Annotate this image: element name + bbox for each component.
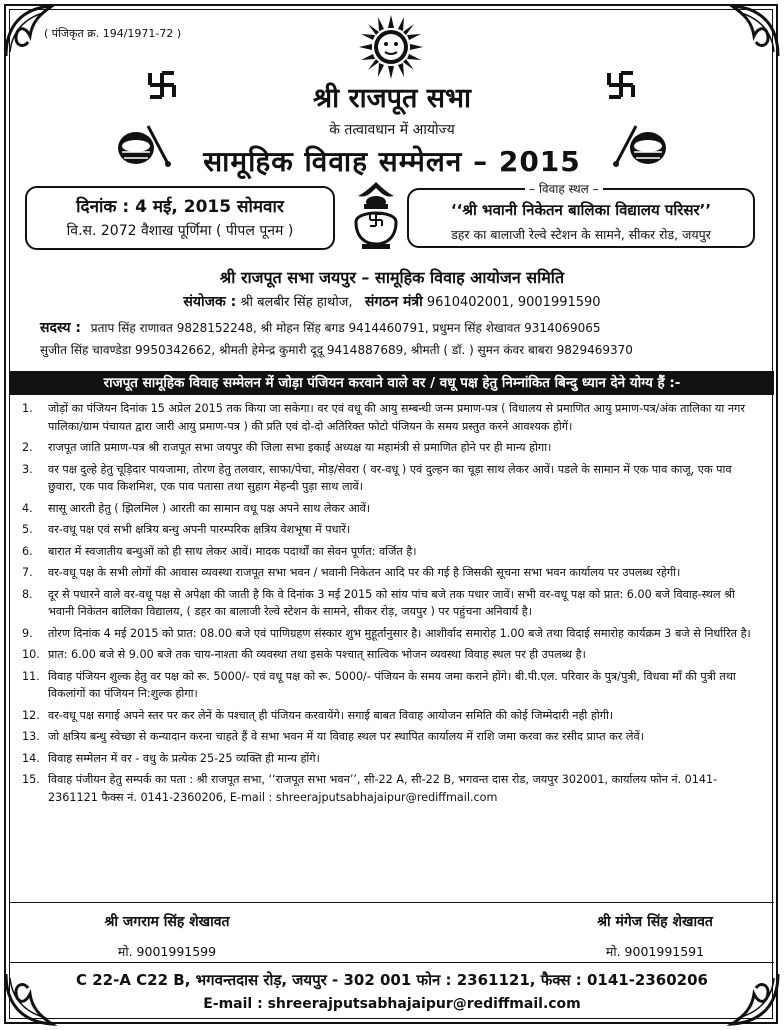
footer-email: E-mail : shreerajputsabhajaipur@rediffmail.com [203,996,581,1012]
rule-number: 7. [22,566,33,579]
registration-number: ( पंजिकृत क्र. 194/1971-72 ) [44,27,182,40]
rule-number: 8. [22,587,33,601]
venue-name: ‘‘श्री भवानी निकेतन बालिका विद्यालय परिसर’’ [450,201,712,219]
members-list-1: प्रताप सिंह राणावत 9828152248, श्री मोहन सिंह बगड 9414460791, प्रधुमन सिंह शेखावत 9314069065 [90,321,601,335]
rule-item [22,646,762,664]
rule-number: 4. [22,501,33,515]
rule-item [22,543,762,561]
rule-item [22,439,762,457]
signatory-name: श्री जगराम सिंह शेखावत [104,914,230,930]
rule-number: 10. [22,648,40,661]
signatory-left [72,912,262,960]
rule-text: सासू आरती हेतु ( झिलमिल ) आरती का सामान वधू पक्ष अपने साथ लेकर आवें। [48,501,371,515]
rule-number: 11. [22,669,40,683]
sun-emblem-icon [358,14,424,80]
signatory-name: श्री मंगेज सिंह शेखावत [597,914,713,930]
corner-ornament-icon [718,2,782,60]
rule-text: राजपूत जाति प्रमाण-पत्र श्री राजपूत सभा जयपुर की जिला सभा इकाई अध्यक्ष या महामंत्री से प्रमाणित होने पर ही मान्य होगा। [48,441,552,454]
rule-item [22,771,762,806]
secretary-phone: 9610402001, 9001991590 [426,295,601,310]
kalash-icon [348,180,404,252]
organisation-title: श्री राजपूत सभा [313,83,471,114]
members-label: सदस्य : [40,320,81,336]
rule-number: 6. [22,544,33,558]
rule-text: विवाह पंजीयन हेतु सम्पर्क का पता : श्री राजपूत सभा, ‘‘राजपूत सभा भवन’’, सी-22 A, सी-22 B, भगवन्त दास रोड, जयपुर 302001, कार्यालय फोन नं. 0141-2361121 फैक्स नं. 0141-2360206, E-mail : shreerajputsabhajaipur@rediffmail.com [48,773,718,804]
rule-text: जोड़ों का पंजियन दिनांक 15 अप्रेल 2015 तक किया जा सकेगा। वर एवं वधू की आयु सम्बन्धी जन्म प्रमाण-पत्र ( विधालय से प्रमाणित आयु प्रमाण-पत्र/अंक तालिका या नगर पालिका/ग्राम पंचायत द्वारा जारी आयु प्रमाण-पत्र ) की प्रति एवं दो-दो अतिरिक्त फोटो पंजियन के समय प्रस्तुत करने आवश्यक होगें। [48,402,745,433]
rule-number: 1. [22,402,33,415]
subtitle: के तत्वावधान में आयोज्य [329,122,455,138]
convener-name: श्री बलबीर सिंह हाथोज, [240,295,353,310]
rule-item [22,750,762,768]
rule-text: वर-वधू पक्ष एवं सभी क्षत्रिय बन्धु अपनी पारम्परिक क्षत्रिय वेशभूषा में पधारें। [48,523,351,536]
rule-number: 14. [22,751,40,765]
event-hindu-date: वि.स. 2072 वैशाख पूर्णिमा ( पीपल पूनम ) [66,223,294,239]
rule-item [22,521,762,539]
footer-address: C 22-A C22 B, भगवन्तदास रोड़, जयपुर - 302 001 फोन : 2361121, फैक्स : 0141-2360206 [76,971,708,989]
venue-box [407,188,755,248]
secretary-label: संगठन मंत्री [364,294,423,310]
rule-item [22,728,762,746]
rule-text: प्रात: 6.00 बजे से 9.00 बजे तक चाय-नाश्ता की व्यवस्था तथा इसके पश्चात् सात्विक भोजन व्यवस्था विवाह स्थल पर ही उपलब्ध है। [48,648,586,661]
rule-text: तोरण दिनांक 4 मई 2015 को प्रात: 08.00 बजे एवं पाणिग्रहण संस्कार शुभ मुहूर्तानुसार है। आशीर्वाद समारोह 1.00 बजे तथा विदाई समारोह कार्यक्रम 3 बजे से निर्धारित है। [48,626,751,640]
rule-number: 9. [22,626,33,640]
members-list-2: सुजीत सिंह चावण्डेडा 9950342662, श्रीमती हेमेन्द्र कुमारी दूदू 9414887689, श्रीमती ( डॉ. ) सुमन कंवर बाबरा 9829469370 [40,343,633,357]
rule-item [22,586,762,621]
convener-line [0,292,784,311]
rule-number: 5. [22,523,33,536]
rule-number: 15. [22,773,40,786]
committee-title: श्री राजपूत सभा जयपुर – सामूहिक विवाह आयोजन समिति [219,268,565,287]
convener-label: संयोजक : [183,294,237,310]
signatory-phone: मो. 9001991599 [117,944,217,959]
date-box [25,186,335,250]
rule-text: विवाह सम्मेलन में वर - वधु के प्रत्येक 25-25 व्यक्ति ही मान्य होंगे। [48,751,320,765]
rule-item [22,500,762,518]
signatory-right [560,912,750,960]
rule-item [22,564,762,582]
members-line-1 [40,318,600,337]
signatory-phone: मो. 9001991591 [605,944,705,959]
instructions-banner: राजपूत सामूहिक विवाह सम्मेलन में जोड़ा पंजियन करवाने वाले वर / वधू पक्ष हेतु निम्नांकित बिन्दु ध्यान देने योग्य हैं :- [10,371,774,395]
rule-text: बारात में स्वजातीय बन्धुओं को ही साथ लेकर आवें। मादक पदार्थों का सेवन पूर्णत: वर्जित है। [48,544,417,558]
divider [10,962,774,963]
rule-number: 2. [22,441,33,454]
venue-address: डहर का बालाजी रेल्वे स्टेशन के सामने, सीकर रोड, जयपुर [451,227,711,242]
rule-number: 3. [22,462,33,476]
rule-text: वर-वधू पक्ष सगाई अपने स्तर पर कर लेनें के पश्चात् ही पंजियन करवायेंगे। सगाई बाबत विवाह आयोजन समिति की कोई जिम्मेदारी नही होगी। [48,708,614,722]
rule-text: वर-वधू पक्ष के सभी लोगों की आवास व्यवस्था राजपूत सभा भवन / भवानी निकेतन आदि पर की गई है जिसकी सूचना सभा भवन कार्यालय पर उपलब्ध रहेगी। [48,566,681,579]
rule-number: 13. [22,730,40,743]
rule-text: वर पक्ष दुल्हे हेतु चूड़िदार पायजामा, तोरण हेतु तलवार, साफा/पेचा, मोड़/सेवरा ( वर-वधू ) एवं दुल्हन का चूड़ा साथ लेकर आवें। पडले के सामान में एक पाव काजू, एक पाव छुवारा, एक पाव किशमिश, एक पाव पतासा तथा सुहाग मेहन्दी पुड़ा साथ लावें। [48,462,732,493]
divider [10,902,774,903]
event-title: सामूहिक विवाह सम्मेलन – 2015 [203,145,581,178]
rules-list [22,400,762,810]
rule-item [22,668,762,703]
event-date: दिनांक : 4 मई, 2015 सोमवार [76,197,284,217]
rule-item [22,707,762,725]
rule-number: 12. [22,708,40,722]
rule-item [22,461,762,496]
rule-text: दूर से पधारने वाले वर-वधू पक्ष से अपेक्षा की जाती है कि वे दिनांक 3 मई 2015 को सांय पांच बजे तक पधार जावें। सभी वर-वधू पक्ष को प्रात: 6.00 बजे विवाह-स्थल श्री भवानी निकेतन बालिका विद्यालय, ( डहर का बालाजी रेल्वे स्टेशन के सामने, सीकर रोड़, जयपुर ) पर पहुंचना अनिवार्य है। [48,587,735,618]
rule-text: जो क्षत्रिय बन्धु स्वेच्छा से कन्यादान करना चाहते हैं वे सभा भवन में या विवाह स्थल पर स्थापित कार्यालय में राशि जमा करवा कर रसीद प्राप्त कर लेवें। [48,730,644,743]
venue-label: – विवाह स्थल – [525,180,603,197]
rule-text: विवाह पंजियन शुल्क हेतु वर पक्ष को रू. 5000/- एवं वधू पक्ष को रू. 5000/- पंजियन के समय जमा कराने होंगे। बी.पी.एल. परिवार के पुत्र/पुत्री, विधवा माँ की पुत्री तथा विकलांगों का पंजियन नि:शुल्क होगा। [48,669,736,700]
rule-item [22,625,762,643]
rule-item [22,400,762,435]
